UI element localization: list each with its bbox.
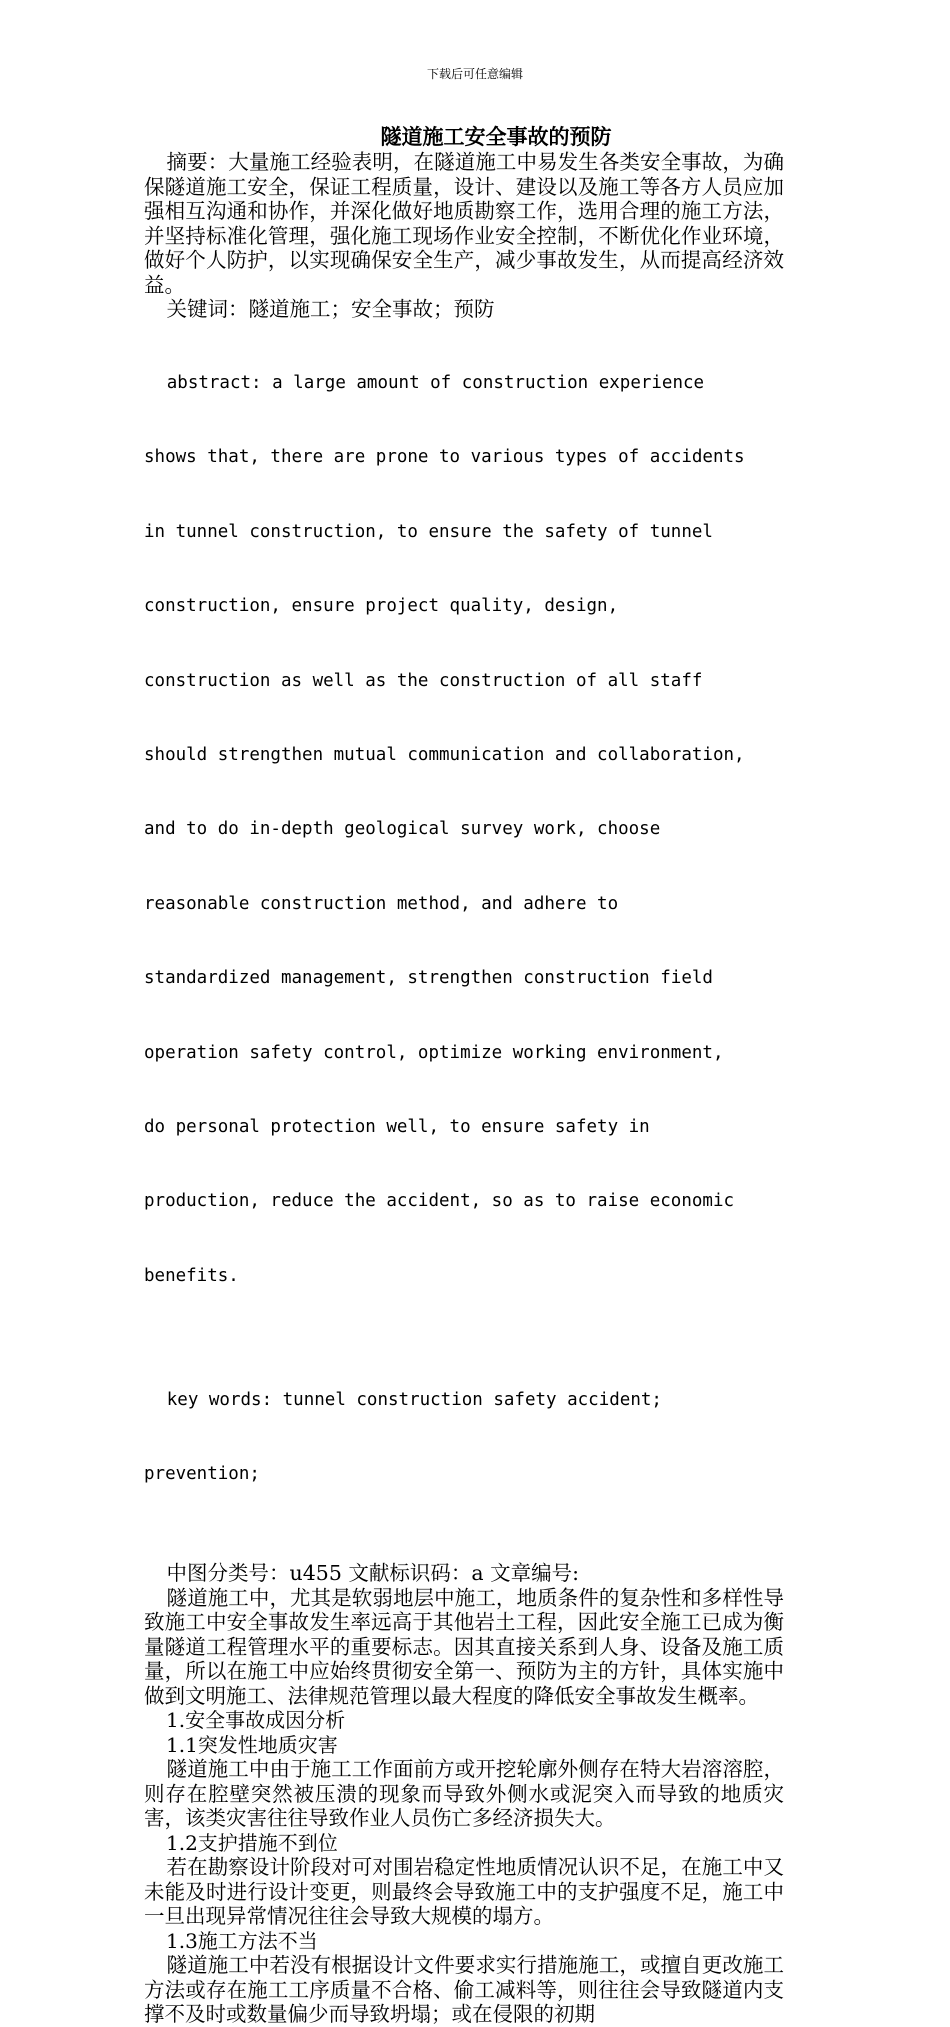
intro-paragraph: 隧道施工中，尤其是软弱地层中施工，地质条件的复杂性和多样性导致施工中安全事故发生率远高于其他岩土工程，因此安全施工已成为衡量隧道工程管理水平的重要标志。因其直接关系到人身、设备及施工质量，所以在施工中应始终贯彻安全第一、预防为主的方针，具体实施中做到文明施工、法律规范管理以最大程度的降低安全事故发生概率。 — [144, 1585, 784, 1708]
blank-line — [144, 1537, 784, 1562]
abstract-english-line: production, reduce the accident, so as to raise economic — [144, 1191, 735, 1212]
body-paragraph: 隧道施工中若没有根据设计文件要求实行措施施工，或擅自更改施工方法或存在施工工序质量不合格、偷工减料等，则往往会导致隧道内支撑不及时或数量偏少而导致坍塌；或在侵限的初期 — [144, 1953, 784, 2027]
abstract-english-line: in tunnel construction, to ensure the safety of tunnel — [144, 521, 713, 542]
abstract-english-line: and to do in-depth geological survey work, choose — [144, 819, 661, 840]
keywords-english — [144, 1338, 784, 1536]
header-note: 下载后可任意编辑 — [426, 67, 523, 81]
subsection-heading: 1.1突发性地质灾害 — [166, 1732, 338, 1757]
abstract-english-line: standardized management, strengthen construction field — [144, 968, 713, 989]
document-body — [144, 124, 784, 2027]
body-paragraph: 若在勘察设计阶段对可对围岩稳定性地质情况认识不足，在施工中又未能及时进行设计变更，则最终会导致施工中的支护强度不足，施工中一旦出现异常情况往往会导致大规模的塌方。 — [144, 1855, 784, 1929]
subsection-heading: 1.3施工方法不当 — [166, 1928, 318, 1953]
subsection-heading: 1.2支护措施不到位 — [166, 1830, 338, 1855]
abstract-english-line: construction as well as the construction of all staff — [144, 670, 703, 691]
abstract-chinese: 摘要：大量施工经验表明，在隧道施工中易发生各类安全事故，为确保隧道施工安全，保证工程质量，设计、建设以及施工等各方人员应加强相互沟通和协作，并深化做好地质勘察工作，选用合理的施工方法，并坚持标准化管理，强化施工现场作业安全控制，不断优化作业环境，做好个人防护，以实现确保安全生产，减少事故发生，从而提高经济效益。 — [144, 150, 784, 297]
abstract-english-line: reasonable construction method, and adhere to — [144, 893, 619, 914]
abstract-english-line: do personal protection well, to ensure safety in — [144, 1117, 650, 1137]
keywords-chinese: 关键词：隧道施工；安全事故；预防 — [166, 297, 495, 321]
abstract-english-line: shows that, there are prone to various types of accidents — [144, 447, 745, 468]
abstract-english-line: operation safety control, optimize working environment, — [144, 1042, 724, 1063]
section-heading: 1.安全事故成因分析 — [166, 1708, 346, 1733]
keywords-english-line: prevention; — [144, 1464, 260, 1485]
abstract-english-line: benefits. — [144, 1265, 239, 1286]
document-title: 隧道施工安全事故的预防 — [380, 124, 612, 149]
classification-line: 中图分类号：u455 文献标识码：a 文章编号: — [166, 1561, 580, 1586]
abstract-english-line: should strengthen mutual communication and collaboration, — [144, 745, 745, 766]
keywords-english-line: key words: tunnel construction safety accident; — [166, 1389, 662, 1410]
abstract-english — [144, 322, 784, 1339]
abstract-english-line: abstract: a large amount of construction experience — [166, 373, 705, 394]
body-paragraph: 隧道施工中由于施工工作面前方或开挖轮廓外侧存在特大岩溶溶腔，则存在腔壁突然被压溃的现象而导致外侧水或泥突入而导致的地质灾害，该类灾害往往导致作业人员伤亡多经济损失大。 — [144, 1757, 784, 1831]
abstract-english-line: construction, ensure project quality, design, — [144, 596, 619, 617]
